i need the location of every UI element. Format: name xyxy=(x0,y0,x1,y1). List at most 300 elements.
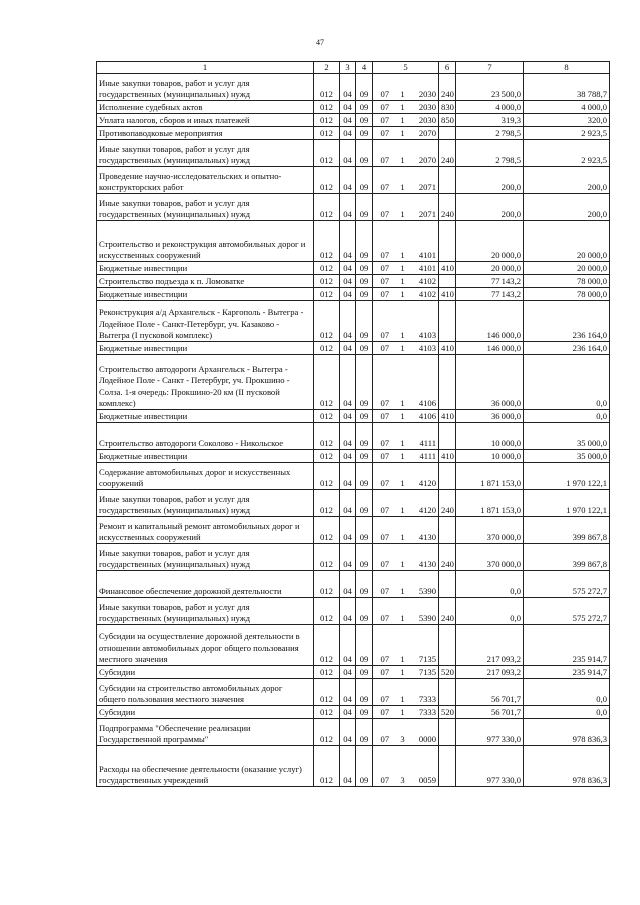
amount-year-1: 217 093,2 xyxy=(456,625,524,666)
code-direction: 4130 xyxy=(409,517,439,544)
amount-year-2: 4 000,0 xyxy=(524,101,610,114)
row-name: Иные закупки товаров, работ и услуг для государственных (муниципальных) нужд xyxy=(97,194,314,221)
row-name: Проведение научно-исследовательских и опытно-конструкторских работ xyxy=(97,167,314,194)
code-program: 07 xyxy=(373,355,397,410)
table-row xyxy=(97,167,610,194)
amount-year-2: 978 836,3 xyxy=(524,719,610,746)
table-row xyxy=(97,666,610,679)
code-rz: 04 xyxy=(340,74,356,101)
amount-year-1: 217 093,2 xyxy=(456,666,524,679)
header-cell: 4 xyxy=(356,62,373,74)
amount-year-1: 20 000,0 xyxy=(456,221,524,262)
code-direction: 2030 xyxy=(409,74,439,101)
row-name: Иные закупки товаров, работ и услуг для государственных (муниципальных) нужд xyxy=(97,598,314,625)
amount-year-1: 4 000,0 xyxy=(456,101,524,114)
code-pr: 09 xyxy=(356,679,373,706)
code-subprogram: 1 xyxy=(397,101,409,114)
code-rz: 04 xyxy=(340,355,356,410)
code-vr: 410 xyxy=(439,342,456,355)
code-gr: 012 xyxy=(314,114,340,127)
code-rz: 04 xyxy=(340,194,356,221)
code-pr: 09 xyxy=(356,746,373,787)
code-subprogram: 1 xyxy=(397,666,409,679)
code-program: 07 xyxy=(373,410,397,423)
code-program: 07 xyxy=(373,544,397,571)
amount-year-1: 1 871 153,0 xyxy=(456,490,524,517)
code-direction: 0000 xyxy=(409,719,439,746)
table-row xyxy=(97,450,610,463)
code-rz: 04 xyxy=(340,450,356,463)
code-gr: 012 xyxy=(314,746,340,787)
amount-year-2: 200,0 xyxy=(524,167,610,194)
code-vr xyxy=(439,625,456,666)
amount-year-2: 20 000,0 xyxy=(524,221,610,262)
amount-year-2: 399 867,8 xyxy=(524,517,610,544)
code-pr: 09 xyxy=(356,262,373,275)
code-pr: 09 xyxy=(356,666,373,679)
table-row xyxy=(97,423,610,450)
code-pr: 09 xyxy=(356,517,373,544)
code-gr: 012 xyxy=(314,221,340,262)
code-direction: 5390 xyxy=(409,598,439,625)
amount-year-1: 977 330,0 xyxy=(456,746,524,787)
code-rz: 04 xyxy=(340,625,356,666)
code-rz: 04 xyxy=(340,101,356,114)
code-pr: 09 xyxy=(356,140,373,167)
code-gr: 012 xyxy=(314,262,340,275)
row-name: Реконструкция а/д Архангельск - Каргополь - Вытегра - Лодейное Поле - Санкт-Петербург, уч. Казаково - Вытегра (I пусковой комплекс) xyxy=(97,301,314,342)
row-name: Иные закупки товаров, работ и услуг для государственных (муниципальных) нужд xyxy=(97,140,314,167)
code-subprogram: 1 xyxy=(397,450,409,463)
code-rz: 04 xyxy=(340,517,356,544)
code-direction: 4101 xyxy=(409,221,439,262)
code-gr: 012 xyxy=(314,101,340,114)
amount-year-2: 235 914,7 xyxy=(524,666,610,679)
code-direction: 4101 xyxy=(409,262,439,275)
code-vr xyxy=(439,571,456,598)
code-gr: 012 xyxy=(314,666,340,679)
code-gr: 012 xyxy=(314,288,340,301)
amount-year-1: 77 143,2 xyxy=(456,275,524,288)
code-vr: 240 xyxy=(439,140,456,167)
code-vr xyxy=(439,167,456,194)
code-vr xyxy=(439,423,456,450)
table-row xyxy=(97,571,610,598)
code-program: 07 xyxy=(373,127,397,140)
amount-year-1: 36 000,0 xyxy=(456,410,524,423)
code-subprogram: 1 xyxy=(397,706,409,719)
code-gr: 012 xyxy=(314,301,340,342)
row-name: Уплата налогов, сборов и иных платежей xyxy=(97,114,314,127)
amount-year-1: 370 000,0 xyxy=(456,517,524,544)
code-direction: 2071 xyxy=(409,167,439,194)
table-row xyxy=(97,74,610,101)
amount-year-2: 78 000,0 xyxy=(524,275,610,288)
code-rz: 04 xyxy=(340,423,356,450)
code-direction: 4111 xyxy=(409,450,439,463)
table-row xyxy=(97,490,610,517)
row-name: Субсидии на строительство автомобильных дорог общего пользования местного значения xyxy=(97,679,314,706)
amount-year-1: 200,0 xyxy=(456,194,524,221)
amount-year-1: 0,0 xyxy=(456,598,524,625)
amount-year-2: 78 000,0 xyxy=(524,288,610,301)
table-row xyxy=(97,544,610,571)
amount-year-1: 977 330,0 xyxy=(456,719,524,746)
table-row xyxy=(97,221,610,262)
code-gr: 012 xyxy=(314,571,340,598)
amount-year-1: 0,0 xyxy=(456,571,524,598)
amount-year-2: 20 000,0 xyxy=(524,262,610,275)
code-gr: 012 xyxy=(314,450,340,463)
code-program: 07 xyxy=(373,74,397,101)
code-rz: 04 xyxy=(340,114,356,127)
amount-year-1: 200,0 xyxy=(456,167,524,194)
code-subprogram: 1 xyxy=(397,544,409,571)
code-pr: 09 xyxy=(356,719,373,746)
code-pr: 09 xyxy=(356,114,373,127)
code-gr: 012 xyxy=(314,598,340,625)
code-subprogram: 1 xyxy=(397,410,409,423)
header-cell: 5 xyxy=(373,62,439,74)
code-rz: 04 xyxy=(340,719,356,746)
table-row xyxy=(97,262,610,275)
code-gr: 012 xyxy=(314,275,340,288)
row-name: Строительство и реконструкция автомобильных дорог и искусственных сооружений xyxy=(97,221,314,262)
code-pr: 09 xyxy=(356,275,373,288)
code-program: 07 xyxy=(373,625,397,666)
code-program: 07 xyxy=(373,221,397,262)
code-direction: 2070 xyxy=(409,140,439,167)
code-gr: 012 xyxy=(314,544,340,571)
code-direction: 2030 xyxy=(409,114,439,127)
code-vr xyxy=(439,127,456,140)
amount-year-1: 56 701,7 xyxy=(456,706,524,719)
table-row xyxy=(97,598,610,625)
code-program: 07 xyxy=(373,288,397,301)
amount-year-1: 36 000,0 xyxy=(456,355,524,410)
code-vr: 240 xyxy=(439,598,456,625)
row-name: Субсидии на осуществление дорожной деятельности в отношении автомобильных дорог общего пользования местного значения xyxy=(97,625,314,666)
code-rz: 04 xyxy=(340,544,356,571)
code-gr: 012 xyxy=(314,342,340,355)
code-rz: 04 xyxy=(340,598,356,625)
code-gr: 012 xyxy=(314,127,340,140)
code-pr: 09 xyxy=(356,450,373,463)
header-cell: 8 xyxy=(524,62,610,74)
code-program: 07 xyxy=(373,746,397,787)
code-subprogram: 1 xyxy=(397,490,409,517)
amount-year-1: 10 000,0 xyxy=(456,423,524,450)
table-row xyxy=(97,355,610,410)
table-row xyxy=(97,140,610,167)
budget-table xyxy=(96,61,610,787)
code-vr: 410 xyxy=(439,450,456,463)
code-subprogram: 1 xyxy=(397,221,409,262)
amount-year-2: 200,0 xyxy=(524,194,610,221)
code-direction: 4106 xyxy=(409,355,439,410)
table-row xyxy=(97,679,610,706)
row-name: Иные закупки товаров, работ и услуг для государственных (муниципальных) нужд xyxy=(97,74,314,101)
amount-year-1: 146 000,0 xyxy=(456,342,524,355)
code-subprogram: 1 xyxy=(397,571,409,598)
code-program: 07 xyxy=(373,450,397,463)
amount-year-2: 35 000,0 xyxy=(524,423,610,450)
code-subprogram: 1 xyxy=(397,517,409,544)
code-vr: 850 xyxy=(439,114,456,127)
code-subprogram: 3 xyxy=(397,719,409,746)
code-pr: 09 xyxy=(356,194,373,221)
code-direction: 4102 xyxy=(409,288,439,301)
code-program: 07 xyxy=(373,114,397,127)
header-cell: 2 xyxy=(314,62,340,74)
code-subprogram: 1 xyxy=(397,74,409,101)
row-name: Иные закупки товаров, работ и услуг для государственных (муниципальных) нужд xyxy=(97,490,314,517)
code-gr: 012 xyxy=(314,679,340,706)
code-gr: 012 xyxy=(314,74,340,101)
amount-year-2: 2 923,5 xyxy=(524,127,610,140)
code-pr: 09 xyxy=(356,74,373,101)
amount-year-2: 38 788,7 xyxy=(524,74,610,101)
code-rz: 04 xyxy=(340,275,356,288)
amount-year-1: 146 000,0 xyxy=(456,301,524,342)
table-row xyxy=(97,410,610,423)
table-row xyxy=(97,127,610,140)
code-direction: 4120 xyxy=(409,490,439,517)
code-direction: 5390 xyxy=(409,571,439,598)
code-program: 07 xyxy=(373,275,397,288)
code-vr xyxy=(439,463,456,490)
code-pr: 09 xyxy=(356,301,373,342)
code-pr: 09 xyxy=(356,571,373,598)
header-row xyxy=(97,62,610,74)
code-vr xyxy=(439,221,456,262)
table-row xyxy=(97,288,610,301)
row-name: Исполнение судебных актов xyxy=(97,101,314,114)
code-program: 07 xyxy=(373,301,397,342)
code-subprogram: 1 xyxy=(397,127,409,140)
table-body xyxy=(97,74,610,787)
code-pr: 09 xyxy=(356,706,373,719)
code-gr: 012 xyxy=(314,140,340,167)
code-direction: 4111 xyxy=(409,423,439,450)
code-program: 07 xyxy=(373,262,397,275)
code-vr: 410 xyxy=(439,410,456,423)
code-rz: 04 xyxy=(340,706,356,719)
amount-year-2: 1 970 122,1 xyxy=(524,490,610,517)
amount-year-2: 575 272,7 xyxy=(524,571,610,598)
code-gr: 012 xyxy=(314,410,340,423)
code-program: 07 xyxy=(373,490,397,517)
row-name: Бюджетные инвестиции xyxy=(97,450,314,463)
code-vr: 520 xyxy=(439,706,456,719)
code-vr xyxy=(439,355,456,410)
amount-year-2: 399 867,8 xyxy=(524,544,610,571)
header-cell: 3 xyxy=(340,62,356,74)
table-row xyxy=(97,342,610,355)
amount-year-2: 235 914,7 xyxy=(524,625,610,666)
code-direction: 7333 xyxy=(409,679,439,706)
code-vr xyxy=(439,679,456,706)
code-pr: 09 xyxy=(356,127,373,140)
code-subprogram: 1 xyxy=(397,275,409,288)
code-pr: 09 xyxy=(356,463,373,490)
code-pr: 09 xyxy=(356,167,373,194)
amount-year-2: 0,0 xyxy=(524,355,610,410)
row-name: Строительство автодороги Архангельск - Вытегра - Лодейное Поле - Санкт - Петербург, уч. Прокшино - Солза. 1-я очередь: Прокшино-20 км (II пусковой комплекс) xyxy=(97,355,314,410)
amount-year-2: 978 836,3 xyxy=(524,746,610,787)
row-name: Субсидии xyxy=(97,666,314,679)
code-rz: 04 xyxy=(340,221,356,262)
code-gr: 012 xyxy=(314,625,340,666)
code-rz: 04 xyxy=(340,410,356,423)
row-name: Бюджетные инвестиции xyxy=(97,262,314,275)
code-vr: 410 xyxy=(439,288,456,301)
amount-year-2: 575 272,7 xyxy=(524,598,610,625)
code-gr: 012 xyxy=(314,463,340,490)
code-subprogram: 1 xyxy=(397,114,409,127)
code-pr: 09 xyxy=(356,410,373,423)
amount-year-2: 0,0 xyxy=(524,410,610,423)
code-vr: 830 xyxy=(439,101,456,114)
page-number: 47 xyxy=(316,38,324,47)
row-name: Иные закупки товаров, работ и услуг для государственных (муниципальных) нужд xyxy=(97,544,314,571)
code-subprogram: 1 xyxy=(397,463,409,490)
code-direction: 7135 xyxy=(409,625,439,666)
table-row xyxy=(97,114,610,127)
header-cell: 1 xyxy=(97,62,314,74)
header-cell: 7 xyxy=(456,62,524,74)
code-program: 07 xyxy=(373,679,397,706)
code-subprogram: 1 xyxy=(397,288,409,301)
amount-year-1: 77 143,2 xyxy=(456,288,524,301)
amount-year-1: 20 000,0 xyxy=(456,262,524,275)
code-vr: 240 xyxy=(439,74,456,101)
table-row xyxy=(97,301,610,342)
code-program: 07 xyxy=(373,167,397,194)
amount-year-1: 370 000,0 xyxy=(456,544,524,571)
code-vr xyxy=(439,275,456,288)
code-program: 07 xyxy=(373,463,397,490)
code-rz: 04 xyxy=(340,301,356,342)
code-rz: 04 xyxy=(340,127,356,140)
code-pr: 09 xyxy=(356,288,373,301)
row-name: Подпрограмма "Обеспечение реализации Государственной программы" xyxy=(97,719,314,746)
table-row xyxy=(97,463,610,490)
amount-year-1: 10 000,0 xyxy=(456,450,524,463)
code-direction: 0059 xyxy=(409,746,439,787)
row-name: Бюджетные инвестиции xyxy=(97,342,314,355)
code-subprogram: 1 xyxy=(397,423,409,450)
code-subprogram: 1 xyxy=(397,262,409,275)
code-subprogram: 1 xyxy=(397,625,409,666)
code-subprogram: 1 xyxy=(397,167,409,194)
code-pr: 09 xyxy=(356,221,373,262)
code-program: 07 xyxy=(373,706,397,719)
code-direction: 7135 xyxy=(409,666,439,679)
header-cell: 6 xyxy=(439,62,456,74)
code-gr: 012 xyxy=(314,194,340,221)
table-row xyxy=(97,746,610,787)
row-name: Ремонт и капитальный ремонт автомобильных дорог и искусственных сооружений xyxy=(97,517,314,544)
amount-year-2: 0,0 xyxy=(524,679,610,706)
row-name: Финансовое обеспечение дорожной деятельности xyxy=(97,571,314,598)
code-pr: 09 xyxy=(356,544,373,571)
code-vr xyxy=(439,517,456,544)
table-row xyxy=(97,275,610,288)
code-gr: 012 xyxy=(314,423,340,450)
code-vr: 520 xyxy=(439,666,456,679)
code-subprogram: 1 xyxy=(397,301,409,342)
code-subprogram: 1 xyxy=(397,194,409,221)
amount-year-1: 2 798,5 xyxy=(456,140,524,167)
code-vr: 240 xyxy=(439,194,456,221)
amount-year-1: 56 701,7 xyxy=(456,679,524,706)
code-subprogram: 1 xyxy=(397,140,409,167)
code-gr: 012 xyxy=(314,706,340,719)
code-subprogram: 3 xyxy=(397,746,409,787)
table-row xyxy=(97,719,610,746)
code-direction: 4102 xyxy=(409,275,439,288)
code-pr: 09 xyxy=(356,423,373,450)
code-program: 07 xyxy=(373,571,397,598)
code-direction: 4106 xyxy=(409,410,439,423)
code-program: 07 xyxy=(373,423,397,450)
code-rz: 04 xyxy=(340,463,356,490)
code-pr: 09 xyxy=(356,101,373,114)
row-name: Расходы на обеспечение деятельности (оказание услуг) государственных учреждений xyxy=(97,746,314,787)
amount-year-1: 319,3 xyxy=(456,114,524,127)
row-name: Содержание автомобильных дорог и искусственных сооружений xyxy=(97,463,314,490)
table-row xyxy=(97,625,610,666)
code-gr: 012 xyxy=(314,167,340,194)
row-name: Бюджетные инвестиции xyxy=(97,410,314,423)
amount-year-2: 236 164,0 xyxy=(524,301,610,342)
code-subprogram: 1 xyxy=(397,598,409,625)
row-name: Противопаводковые мероприятия xyxy=(97,127,314,140)
code-subprogram: 1 xyxy=(397,342,409,355)
code-rz: 04 xyxy=(340,490,356,517)
row-name: Субсидии xyxy=(97,706,314,719)
code-rz: 04 xyxy=(340,288,356,301)
code-vr xyxy=(439,746,456,787)
table-row xyxy=(97,101,610,114)
amount-year-2: 236 164,0 xyxy=(524,342,610,355)
row-name: Строительство автодороги Соколово - Никольское xyxy=(97,423,314,450)
row-name: Бюджетные инвестиции xyxy=(97,288,314,301)
code-rz: 04 xyxy=(340,167,356,194)
code-program: 07 xyxy=(373,140,397,167)
code-gr: 012 xyxy=(314,517,340,544)
amount-year-1: 2 798,5 xyxy=(456,127,524,140)
code-rz: 04 xyxy=(340,342,356,355)
code-program: 07 xyxy=(373,598,397,625)
code-vr xyxy=(439,301,456,342)
amount-year-2: 35 000,0 xyxy=(524,450,610,463)
code-rz: 04 xyxy=(340,571,356,598)
code-rz: 04 xyxy=(340,679,356,706)
code-direction: 4103 xyxy=(409,301,439,342)
code-pr: 09 xyxy=(356,625,373,666)
code-rz: 04 xyxy=(340,666,356,679)
code-direction: 2030 xyxy=(409,101,439,114)
code-vr xyxy=(439,719,456,746)
amount-year-2: 1 970 122,1 xyxy=(524,463,610,490)
amount-year-2: 2 923,5 xyxy=(524,140,610,167)
code-pr: 09 xyxy=(356,355,373,410)
table-row xyxy=(97,706,610,719)
code-subprogram: 1 xyxy=(397,679,409,706)
code-direction: 7333 xyxy=(409,706,439,719)
